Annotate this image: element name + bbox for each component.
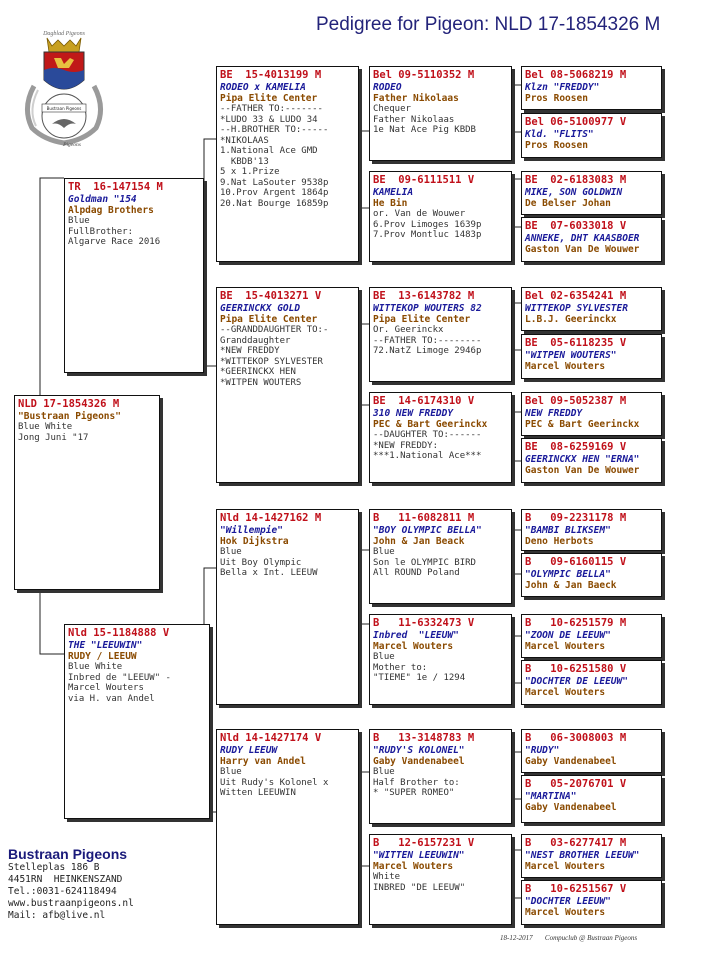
breeder: Father Nikolaas	[373, 93, 459, 104]
breeder: Marcel Wouters	[525, 907, 606, 918]
info-line: 1e Nat Ace Pig KBDB	[373, 125, 476, 135]
ring-number: B 10-6251567 V	[525, 883, 627, 895]
info-line: Blue	[68, 216, 90, 226]
info-line: *NEW FREDDY:	[373, 440, 439, 451]
info-line: --H.BROTHER TO:-----	[220, 125, 329, 135]
pigeon-name: NEW FREDDY	[525, 408, 583, 419]
breeder: Gaby Vandenabeel	[373, 756, 465, 767]
pigeon-name: Klzn "FREDDY"	[525, 82, 600, 93]
pedigree-box-fmmm[interactable]	[521, 438, 662, 483]
pigeon-name: WITTEKOP WOUTERS 82	[373, 303, 482, 314]
address-line: Stelleplas 186 B	[8, 862, 100, 873]
breeder: John & Jan Beack	[373, 536, 465, 547]
info-line: --DAUGHTER TO:------	[373, 430, 482, 440]
ring-number: BE 15-4013271 V	[220, 290, 322, 302]
breeder: L.B.J. Geerinckx	[525, 314, 617, 325]
pedigree-box-fmmf[interactable]	[521, 392, 662, 436]
info-line: via H. van Andel	[68, 693, 155, 704]
breeder: Gaston Van De Wouwer	[525, 465, 640, 476]
ring-number: B 11-6082811 M	[373, 512, 475, 524]
info-line: Marcel Wouters	[68, 683, 144, 693]
logo-top-text: Dagblad Pigeons	[43, 31, 85, 37]
info-line: *GEERINCKX HEN	[220, 367, 296, 377]
ring-number: Nld 15-1184888 V	[68, 627, 170, 639]
pigeon-name: RODEO	[373, 82, 402, 93]
info-line: Son le OLYMPIC BIRD	[373, 557, 476, 568]
breeder: Gaby Vandenabeel	[525, 756, 617, 767]
ring-number: B 11-6332473 V	[373, 617, 475, 629]
pigeon-name: "RUDY"	[525, 745, 560, 756]
info-line: 9.Nat LaSouter 9538p	[220, 177, 329, 188]
info-line: --FATHER TO:-------	[220, 104, 323, 114]
pigeon-name: WITTEKOP SYLVESTER	[525, 303, 628, 314]
pedigree-box-mmf[interactable]	[369, 729, 512, 824]
pigeon-name: 310 NEW FREDDY	[373, 408, 454, 419]
info-line: FullBrother:	[68, 226, 134, 237]
ring-number: B 12-6157231 V	[373, 837, 475, 849]
breeder: Deno Herbots	[525, 536, 594, 547]
breeder: Harry van Andel	[220, 756, 306, 767]
info-line: *WITPEN WOUTERS	[220, 377, 302, 388]
breeder: Hok Dijkstra	[220, 536, 289, 547]
pedigree-box-ff[interactable]	[216, 66, 359, 262]
logo-bottom-text: Pigeons	[63, 142, 81, 148]
breeder: Gaston Van De Wouwer	[525, 244, 640, 255]
pedigree-box-fff[interactable]	[369, 66, 512, 161]
info-line: Blue	[373, 547, 395, 557]
pigeon-name: "RUDY'S KOLONEL"	[373, 745, 465, 756]
info-line: 20.Nat Bourge 16859p	[220, 198, 329, 209]
breeder: Gaby Vandenabeel	[525, 802, 617, 813]
pigeon-name: "BAMBI BLIKSEM"	[525, 525, 611, 536]
ring-number: B 10-6251580 V	[525, 663, 627, 675]
breeder: Pros Roosen	[525, 93, 588, 104]
ring-number: Bel 06-5100977 V	[525, 116, 627, 128]
ring-number: B 10-6251579 M	[525, 617, 627, 629]
info-line: 72.NatZ Limoge 2946p	[373, 346, 482, 356]
pigeon-name: ANNEKE, DHT KAASBOER	[525, 233, 640, 244]
info-line: All ROUND Poland	[373, 568, 460, 578]
pigeon-name: MIKE, SON GOLDWIN	[525, 187, 623, 198]
info-line: * "SUPER ROMEO"	[373, 788, 455, 798]
pedigree-box-fmfm[interactable]	[521, 334, 662, 379]
info-line: *LUDO 33 & LUDO 34	[220, 114, 318, 125]
info-line: or. Van de Wouwer	[373, 209, 466, 219]
info-line: ***1.National Ace***	[373, 451, 482, 461]
phone-line: Tel.:0031-624118494	[8, 886, 117, 897]
pedigree-box-mfm[interactable]	[369, 614, 512, 705]
ring-number: B 06-3008003 M	[525, 732, 627, 744]
info-line: 5 x 1.Prize	[220, 167, 280, 177]
info-line: Uit Boy Olympic	[220, 557, 302, 568]
pedigree-box-mfff[interactable]	[521, 509, 662, 551]
page-title: Pedigree for Pigeon: NLD 17-1854326 M	[316, 14, 661, 35]
info-line: Blue White	[18, 422, 73, 432]
info-line: Blue	[373, 767, 395, 777]
info-line: Blue	[220, 767, 242, 777]
info-line: Blue White	[68, 662, 123, 672]
breeder: Marcel Wouters	[525, 861, 606, 872]
breeder: RUDY / LEEUW	[68, 651, 137, 662]
breeder: Marcel Wouters	[373, 641, 454, 652]
pedigree-box-mf[interactable]	[216, 509, 359, 705]
pedigree-box-mffm[interactable]	[521, 553, 662, 597]
info-line: Half Brother to:	[373, 777, 460, 788]
breeder-name: Bustraan Pigeons	[8, 846, 128, 862]
breeder: He Bin	[373, 198, 408, 209]
info-line: *WITTEKOP SYLVESTER	[220, 356, 323, 367]
breeder: De Belser Johan	[525, 198, 611, 209]
ring-number: BE 14-6174310 V	[373, 395, 475, 407]
info-line: --GRANDDAUGHTER TO:-	[220, 325, 329, 335]
pedigree-box-mfmm[interactable]	[521, 660, 662, 705]
pedigree-box-ffff[interactable]	[521, 66, 662, 110]
pigeon-name: "Willempie"	[220, 525, 283, 536]
pigeon-name: "BOY OLYMPIC BELLA"	[373, 525, 482, 536]
ring-number: BE 05-6118235 V	[525, 337, 627, 349]
info-line: *NEW FREDDY	[220, 346, 280, 356]
ring-number: BE 09-6111511 V	[373, 174, 475, 186]
info-line: 7.Prov Montluc 1483p	[373, 230, 482, 240]
pedigree-box-mfmf[interactable]	[521, 614, 662, 658]
breeder-contact	[8, 846, 134, 922]
breeder: Marcel Wouters	[525, 361, 606, 372]
pigeon-name: GEERINCKX HEN "ERNA"	[525, 454, 640, 465]
info-line: Inbred de "LEEUW" -	[68, 672, 171, 683]
breeder: Pipa Elite Center	[373, 314, 471, 325]
pigeon-name: KAMELIA	[373, 187, 414, 198]
pigeon-name: RUDY LEEUW	[220, 745, 278, 756]
info-line: Or. Geerinckx	[373, 325, 444, 335]
pedigree-box-mmff[interactable]	[521, 729, 662, 773]
info-line: "TIEME" 1e / 1294	[373, 673, 466, 683]
ring-number: Nld 14-1427162 M	[220, 512, 322, 524]
ring-number: Bel 02-6354241 M	[525, 290, 627, 302]
ring-number: BE 15-4013199 M	[220, 69, 322, 81]
pedigree-box-fffm[interactable]	[521, 113, 662, 158]
print-stamp: 18-12-2017 Compuclub @ Bustraan Pigeons	[500, 934, 638, 942]
pedigree-box-subject[interactable]	[14, 395, 160, 590]
info-line: *NIKOLAAS	[220, 135, 269, 146]
info-line: 10.Prov Argent 1864p	[220, 188, 329, 198]
ring-number: BE 08-6259169 V	[525, 441, 627, 453]
info-line: Mother to:	[373, 662, 428, 673]
pedigree-box-fmf[interactable]	[369, 287, 512, 382]
pedigree-box-fm[interactable]	[216, 287, 359, 483]
ring-number: Bel 08-5068219 M	[525, 69, 627, 81]
pedigree-box-ffmm[interactable]	[521, 217, 662, 262]
pedigree-box-mm[interactable]	[216, 729, 359, 925]
breeder: Pipa Elite Center	[220, 314, 318, 325]
ring-number: B 05-2076701 V	[525, 778, 627, 790]
breeder: Marcel Wouters	[525, 641, 606, 652]
pigeon-name: "DOCHTER DE LEEUW"	[525, 676, 628, 687]
info-line: White	[373, 872, 401, 882]
ring-number: BE 07-6033018 V	[525, 220, 627, 232]
breeder: PEC & Bart Geerinckx	[373, 419, 488, 430]
pigeon-name: "WITPEN WOUTERS"	[525, 350, 617, 361]
email-link[interactable]: Mail: afb@live.nl	[8, 910, 106, 921]
breeder: Marcel Wouters	[373, 861, 454, 872]
pigeon-name: "OLYMPIC BELLA"	[525, 569, 611, 580]
ring-number: B 09-6160115 V	[525, 556, 627, 568]
pedigree-box-mmmf[interactable]	[521, 834, 662, 878]
ring-number: B 03-6277417 M	[525, 837, 627, 849]
pedigree-box-ffm[interactable]	[369, 171, 512, 262]
pigeon-name: Inbred "LEEUW"	[373, 630, 459, 641]
ring-number: TR 16-147154 M	[68, 181, 163, 193]
info-line: Granddaughter	[220, 335, 291, 346]
pigeon-name: THE "LEEUWIN"	[68, 640, 143, 651]
logo-badge-text: Bustraan Pigeons	[46, 106, 82, 111]
info-line: Algarve Race 2016	[68, 237, 161, 247]
pigeon-name: Goldman "154	[68, 194, 137, 205]
info-line: 6.Prov Limoges 1639p	[373, 219, 482, 230]
ring-number: B 13-3148783 M	[373, 732, 475, 744]
info-line: Blue	[373, 652, 395, 662]
info-line: Witten LEEUWIN	[220, 788, 296, 798]
pigeon-name: Kld. "FLITS"	[525, 129, 594, 140]
pedigree-box-ffmf[interactable]	[521, 171, 662, 215]
pigeon-name: "WITTEN LEEUWIN"	[373, 850, 465, 861]
info-line: --FATHER TO:--------	[373, 335, 482, 346]
info-line: Uit Rudy's Kolonel x	[220, 777, 329, 788]
breeder: PEC & Bart Geerinckx	[525, 419, 640, 430]
pigeon-name: "NEST BROTHER LEEUW"	[525, 850, 640, 861]
breeder: "Bustraan Pigeons"	[18, 411, 121, 422]
ring-number: Bel 09-5110352 M	[373, 69, 475, 81]
ring-number: Nld 14-1427174 V	[220, 732, 322, 744]
postal-line: 4451RN HEINKENSZAND	[8, 874, 123, 885]
website-link[interactable]: www.bustraanpigeons.nl	[8, 898, 134, 909]
pedigree-box-fmff[interactable]	[521, 287, 662, 331]
pigeon-name: "ZOON DE LEEUW"	[525, 630, 611, 641]
breeder: Marcel Wouters	[525, 687, 606, 698]
pedigree-box-father[interactable]	[64, 178, 204, 373]
pedigree-box-mmmm[interactable]	[521, 880, 662, 925]
pigeon-name: "DOCHTER LEEUW"	[525, 896, 611, 907]
pedigree-box-mmfm[interactable]	[521, 775, 662, 823]
breeder: John & Jan Baeck	[525, 580, 617, 591]
pedigree-box-mff[interactable]	[369, 509, 512, 604]
info-line: Jong Juni "17	[18, 432, 89, 443]
ring-number: BE 02-6183083 M	[525, 174, 627, 186]
info-line: 1.National Ace GMD	[220, 146, 318, 156]
pigeon-name: RODEO x KAMELIA	[220, 82, 306, 93]
breeder: Pros Roosen	[525, 140, 588, 151]
info-line: KBDB'13	[220, 156, 269, 167]
info-line: Bella x Int. LEEUW	[220, 568, 318, 578]
breeder: Pipa Elite Center	[220, 93, 318, 104]
info-line: Father Nikolaas	[373, 114, 455, 125]
breeder: Alpdag Brothers	[68, 205, 154, 216]
ring-number: NLD 17-1854326 M	[18, 398, 120, 410]
pedigree-box-mother[interactable]	[64, 624, 210, 819]
pigeon-name: GEERINCKX GOLD	[220, 303, 301, 314]
info-line: Blue	[220, 547, 242, 557]
pedigree-box-fmm[interactable]	[369, 392, 512, 483]
ring-number: BE 13-6143782 M	[373, 290, 475, 302]
pigeon-name: "MARTINA"	[525, 791, 577, 802]
info-line: Chequer	[373, 104, 411, 114]
info-line: INBRED "DE LEEUW"	[373, 882, 466, 893]
ring-number: B 09-2231178 M	[525, 512, 627, 524]
pedigree-box-mmm[interactable]	[369, 834, 512, 925]
ring-number: Bel 09-5052387 M	[525, 395, 627, 407]
